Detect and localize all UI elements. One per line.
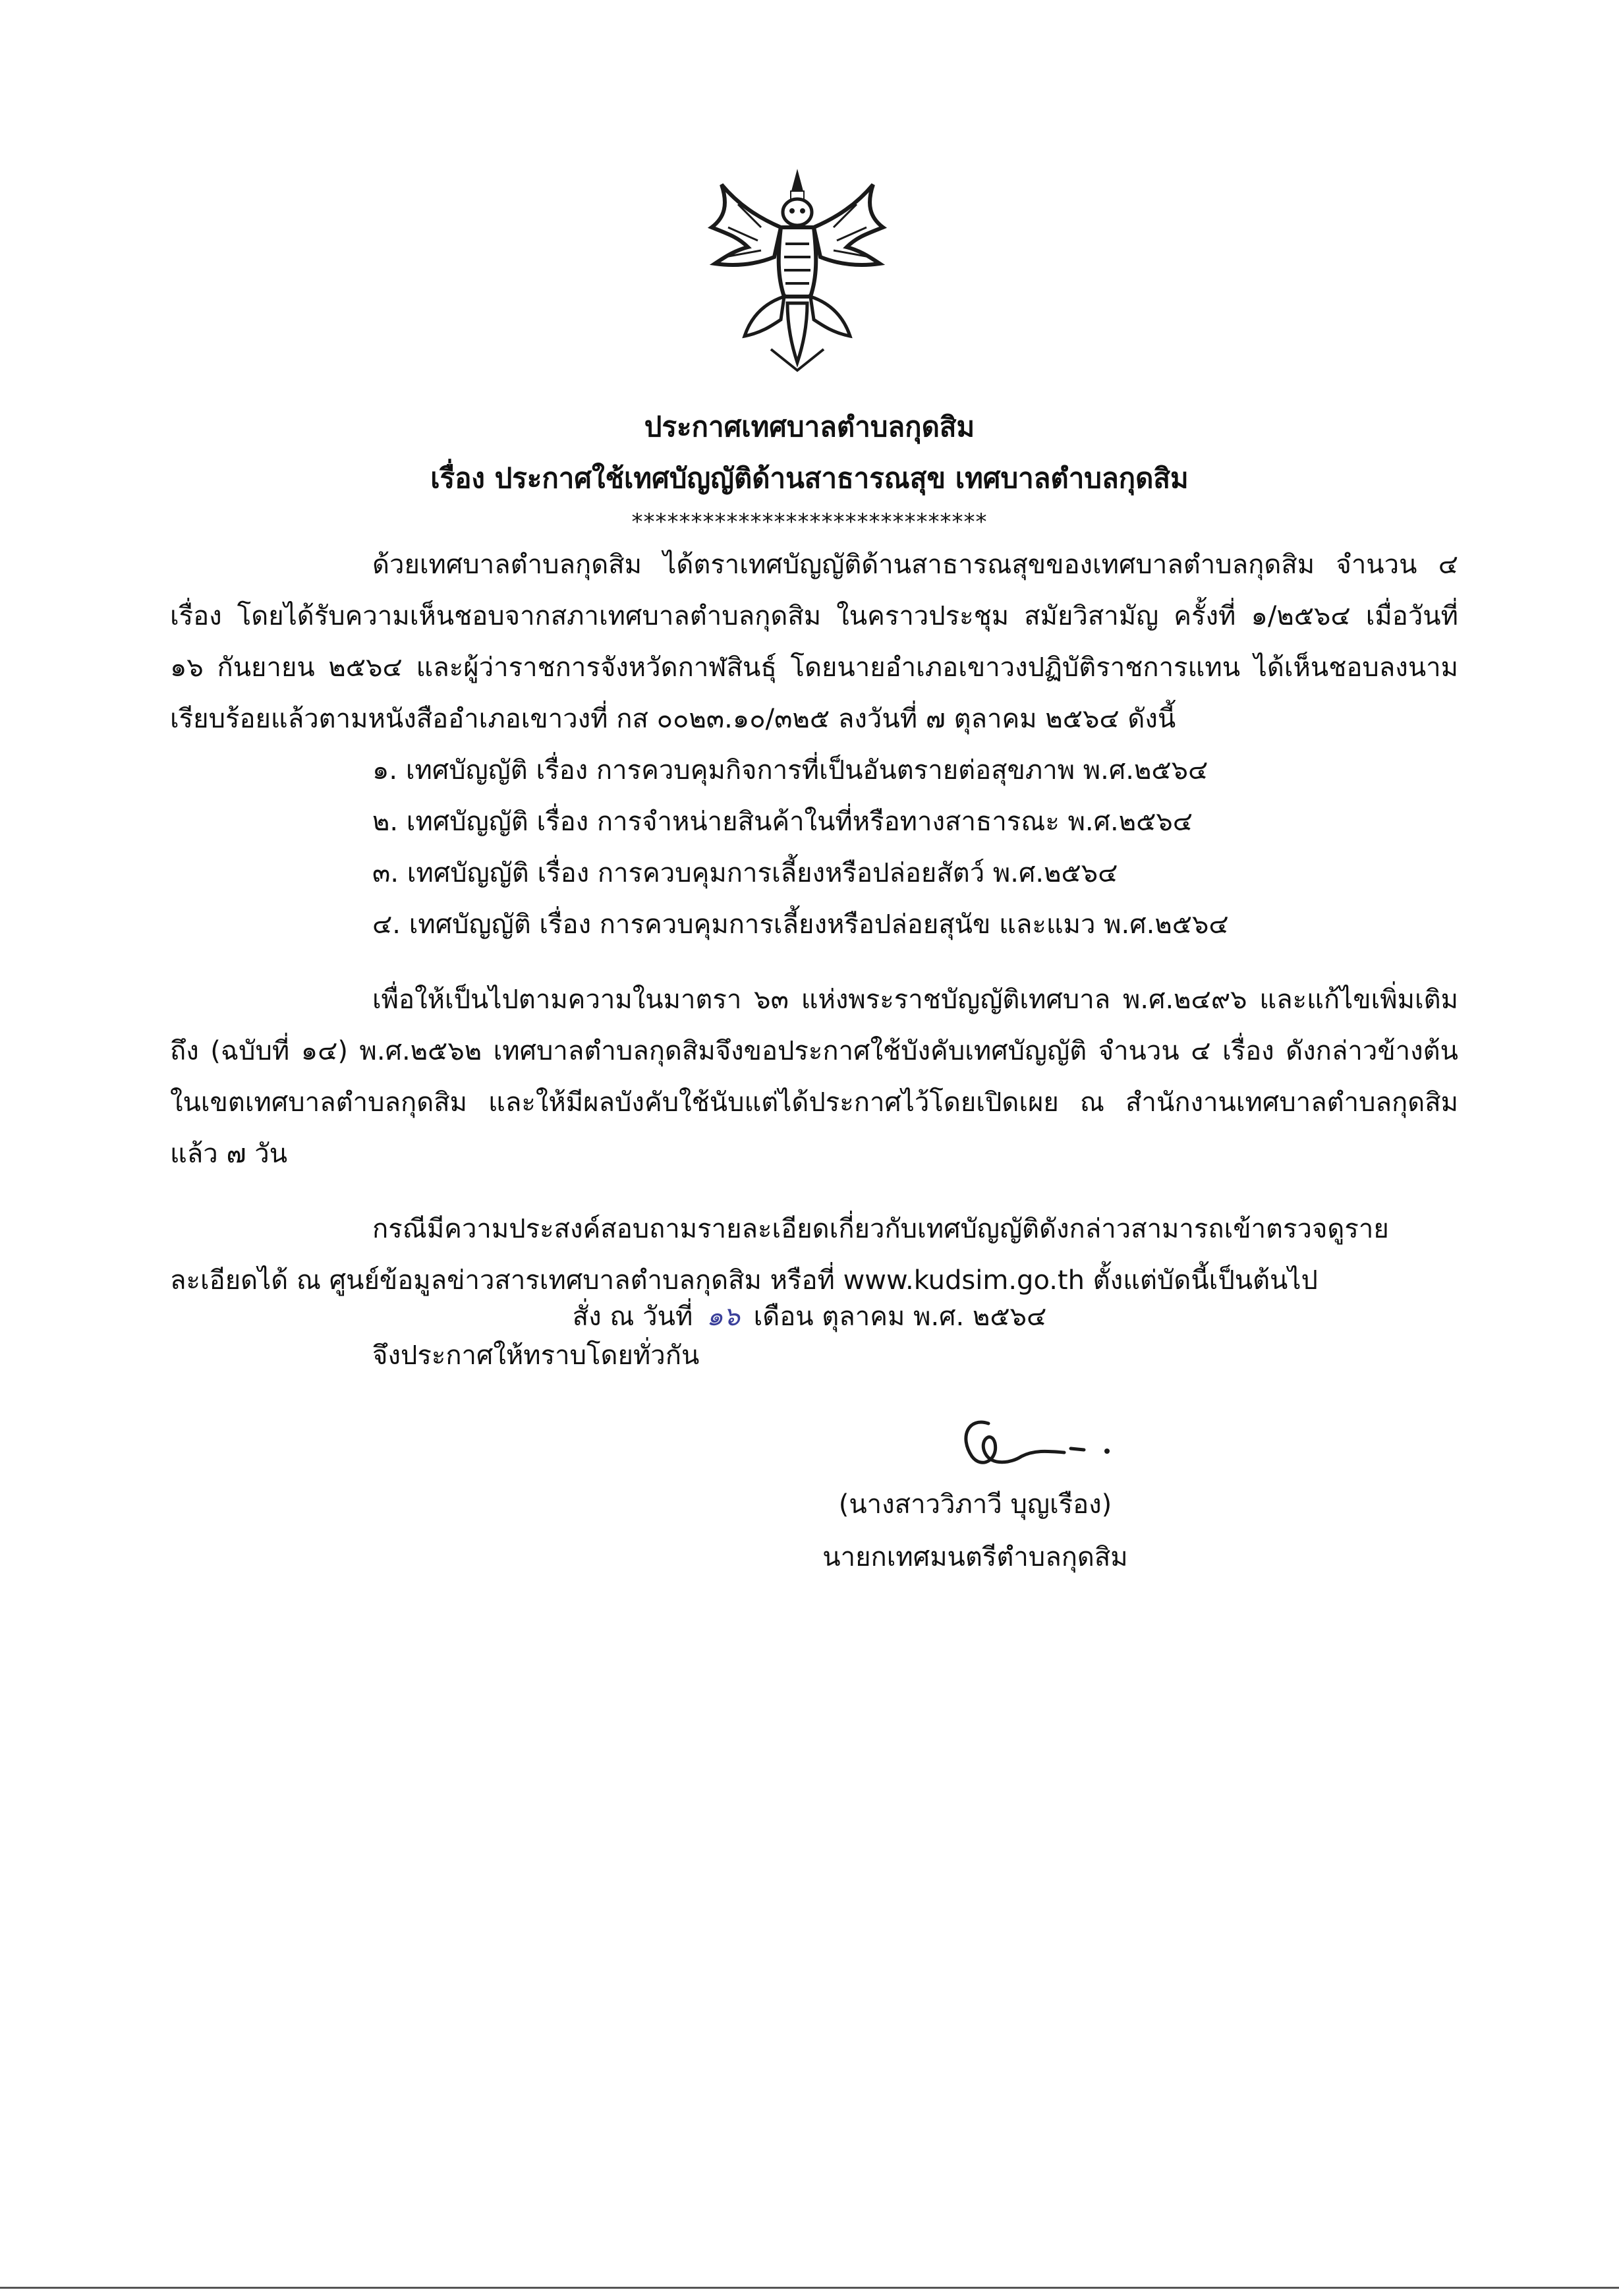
signatory-name: (นางสาววิภาวี บุญเรือง) [838, 1489, 1112, 1520]
date-prefix: สั่ง ณ วันที่ [572, 1302, 693, 1332]
signatory-title: นายกเทศมนตรีตำบลกุดสิม [822, 1542, 1128, 1572]
garuda-emblem-icon [698, 165, 896, 376]
signature-scribble [949, 1404, 1120, 1483]
intro-paragraph: ด้วยเทศบาลตำบลกุดสิม ได้ตราเทศบัญญัติด้านสาธารณสุขของเทศบาลตำบลกุดสิม จำนวน ๔ เรื่อง โดยได้รับความเห็นชอบจากสภาเทศบาลตำบลกุดสิม ในคราวประชุม สมัยวิสามัญ ครั้งที่ ๑/๒๕๖๔ เมื่อวันที่ ๑๖ กันยายน ๒๕๖๔ และผู้ว่าราชการจังหวัดกาฬสินธุ์ โดยนายอำเภอเขาวงปฏิบัติราชการแทน ได้เห็นชอบลงนามเรียบร้อยแล้วตามหนังสืออำเภอเขาวงที่ กส ๐๐๒๓.๑๐/๓๒๕ ลงวันที่ ๗ ตุลาคม ๒๕๖๔ ดังนี้ [170, 550, 1458, 734]
list-item: ๓. เทศบัญญัติ เรื่อง การควบคุมการเลี้ยงหรือปล่อยสัตว์ พ.ศ.๒๕๖๔ [372, 858, 1118, 888]
list-item: ๒. เทศบัญญัติ เรื่อง การจำหน่ายสินค้าในที่หรือทางสาธารณะ พ.ศ.๒๕๖๔ [372, 807, 1193, 837]
issue-date [0, 1295, 1619, 1337]
page-bottom-edge [0, 2287, 1619, 2289]
paragraph-authority: เพื่อให้เป็นไปตามความในมาตรา ๖๓ แห่งพระราชบัญญัติเทศบาล พ.ศ.๒๔๙๖ และแก้ไขเพิ่มเติมถึง (ฉบับที่ ๑๔) พ.ศ.๒๕๖๒ เทศบาลตำบลกุดสิมจึงขอประกาศใช้บังคับเทศบัญญัติ จำนวน ๔ เรื่อง ดังกล่าวข้างต้นในเขตเทศบาลตำบลกุดสิม และให้มีผลบังคับใช้นับแต่ได้ประกาศไว้โดยเปิดเผย ณ สำนักงานเทศบาลตำบลกุดสิม แล้ว ๗ วัน [170, 985, 1458, 1169]
document-title: ประกาศเทศบาลตำบลกุดสิม [644, 411, 975, 443]
document-subject: เรื่อง ประกาศใช้เทศบัญญัติด้านสาธารณสุข เทศบาลตำบลกุดสิม [430, 462, 1189, 494]
list-item: ๔. เทศบัญญัติ เรื่อง การควบคุมการเลี้ยงหรือปล่อยสุนัข และแมว พ.ศ.๒๕๖๔ [372, 909, 1229, 940]
date-suffix: เดือน ตุลาคม พ.ศ. ๒๕๖๔ [753, 1302, 1047, 1332]
closing-line: จึงประกาศให้ทราบโดยทั่วกัน [372, 1340, 700, 1371]
date-day-handwritten: ๑๖ [706, 1302, 740, 1332]
paragraph-inquiry: กรณีมีความประสงค์สอบถามรายละเอียดเกี่ยวกับเทศบัญญัติดังกล่าวสามารถเข้าตรวจดูรายละเอียดได้ ณ ศูนย์ข้อมูลข่าวสารเทศบาลตำบลกุดสิม หรือที่ www.kudsim.go.th ตั้งแต่บัดนี้เป็นต้นไป [170, 1214, 1389, 1296]
list-item: ๑. เทศบัญญัติ เรื่อง การควบคุมกิจการที่เป็นอันตรายต่อสุขภาพ พ.ศ.๒๕๖๔ [372, 755, 1208, 786]
separator-line: ****************************** [631, 509, 988, 535]
document-body [170, 539, 1458, 1381]
